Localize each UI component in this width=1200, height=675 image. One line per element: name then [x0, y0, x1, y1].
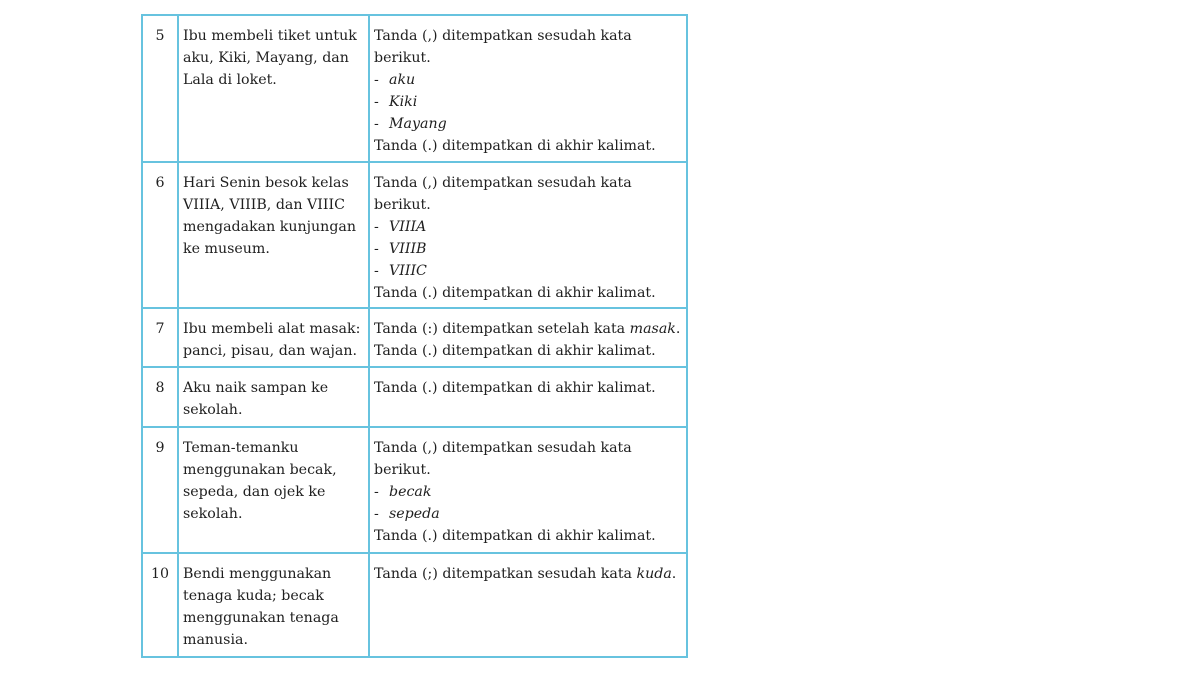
- sentence-line: ke museum.: [183, 241, 270, 257]
- table-row: [142, 367, 687, 427]
- sentence-line: panci, pisau, dan wajan.: [183, 343, 357, 359]
- explanation-suffix: .: [675, 321, 681, 337]
- item-word: Kiki: [389, 94, 418, 110]
- sentence-line: menggunakan becak,: [183, 462, 337, 478]
- sentence-line: Bendi menggunakan: [183, 566, 332, 582]
- table-row: [142, 427, 687, 553]
- example-sentence: [178, 367, 369, 427]
- explanation-prefix: Tanda (:) ditempatkan setelah kata: [374, 321, 630, 337]
- item-word: kuda: [636, 566, 672, 582]
- sentence-line: Ibu membeli alat masak:: [183, 321, 361, 337]
- row-number: 8: [142, 367, 178, 427]
- punctuation-explanation: [369, 553, 687, 657]
- list-item: - sepeda: [374, 506, 440, 522]
- punctuation-explanation: [369, 367, 687, 427]
- example-sentence: [178, 15, 369, 162]
- explanation-line: Tanda (,) ditempatkan sesudah kata: [374, 28, 632, 44]
- sentence-line: VIIIA, VIIIB, dan VIIIC: [183, 197, 345, 213]
- explanation-line: berikut.: [374, 50, 431, 66]
- explanation-line: Tanda (,) ditempatkan sesudah kata: [374, 440, 632, 456]
- list-item: - VIIIC: [374, 263, 427, 279]
- example-sentence: [178, 162, 369, 308]
- sentence-line: sekolah.: [183, 506, 243, 522]
- list-item: - becak: [374, 484, 432, 500]
- explanation-closing: Tanda (.) ditempatkan di akhir kalimat.: [374, 343, 656, 359]
- table-row: [142, 162, 687, 308]
- explanation-prefix: Tanda (;) ditempatkan sesudah kata: [374, 566, 637, 582]
- example-sentence: [178, 308, 369, 367]
- punctuation-explanation: [369, 15, 687, 162]
- explanation-line: [374, 563, 682, 585]
- explanation-closing: Tanda (.) ditempatkan di akhir kalimat.: [374, 528, 656, 544]
- sentence-line: sepeda, dan ojek ke: [183, 484, 326, 500]
- list-item: - VIIIA: [374, 219, 427, 235]
- sentence-line: mengadakan kunjungan: [183, 219, 356, 235]
- item-word: VIIIA: [389, 219, 427, 235]
- item-word: becak: [389, 484, 432, 500]
- sentence-line: Ibu membeli tiket untuk: [183, 28, 357, 44]
- sentence-line: Lala di loket.: [183, 72, 277, 88]
- explanation-closing: Tanda (.) ditempatkan di akhir kalimat.: [374, 138, 656, 154]
- punctuation-explanation: [369, 162, 687, 308]
- explanation-line: Tanda (,) ditempatkan sesudah kata: [374, 175, 632, 191]
- sentence-line: Teman-temanku: [183, 440, 299, 456]
- list-item: - VIIIB: [374, 241, 427, 257]
- explanation-closing: Tanda (.) ditempatkan di akhir kalimat.: [374, 285, 656, 301]
- sentence-line: Hari Senin besok kelas: [183, 175, 349, 191]
- row-number: 7: [142, 308, 178, 367]
- sentence-line: sekolah.: [183, 402, 243, 418]
- list-item: - aku: [374, 72, 416, 88]
- item-word: masak: [629, 321, 676, 337]
- item-word: sepeda: [389, 506, 440, 522]
- list-item: - Mayang: [374, 116, 447, 132]
- example-sentence: [178, 427, 369, 553]
- explanation-suffix: .: [671, 566, 677, 582]
- sentence-line: Aku naik sampan ke: [183, 380, 329, 396]
- row-number: 6: [142, 162, 178, 308]
- sentence-line: menggunakan tenaga: [183, 610, 339, 626]
- explanation-line: berikut.: [374, 462, 431, 478]
- item-word: Mayang: [389, 116, 447, 132]
- item-word: aku: [389, 72, 416, 88]
- sentence-line: manusia.: [183, 632, 248, 648]
- explanation-closing: Tanda (.) ditempatkan di akhir kalimat.: [374, 380, 656, 396]
- explanation-line: berikut.: [374, 197, 431, 213]
- table-row: [142, 308, 687, 367]
- punctuation-answer-table: [141, 14, 688, 658]
- table-row: [142, 553, 687, 657]
- sentence-line: aku, Kiki, Mayang, dan: [183, 50, 349, 66]
- item-word: VIIIC: [389, 263, 427, 279]
- sentence-line: tenaga kuda; becak: [183, 588, 324, 604]
- table-row: [142, 15, 687, 162]
- row-number: 10: [142, 553, 178, 657]
- punctuation-explanation: [369, 308, 687, 367]
- list-item: - Kiki: [374, 94, 418, 110]
- explanation-line: [374, 318, 682, 340]
- row-number: 9: [142, 427, 178, 553]
- item-word: VIIIB: [389, 241, 427, 257]
- row-number: 5: [142, 15, 178, 162]
- example-sentence: [178, 553, 369, 657]
- punctuation-explanation: [369, 427, 687, 553]
